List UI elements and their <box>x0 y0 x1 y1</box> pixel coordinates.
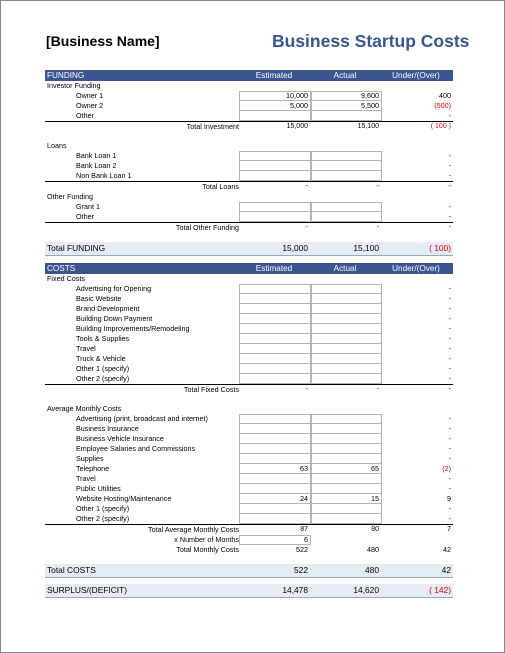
row-label: Owner 2 <box>76 101 104 110</box>
total-label: Total FUNDING <box>47 243 106 253</box>
actual-value: 480 <box>365 565 379 575</box>
estimated-value: 15,000 <box>286 123 308 130</box>
row-label: Advertising for Opening <box>76 284 152 293</box>
table-row <box>45 111 453 121</box>
table-row <box>45 504 453 514</box>
actual-cell[interactable] <box>311 151 382 161</box>
group-label: Loans <box>47 141 67 150</box>
subtotal-label: Total Other Funding <box>175 223 239 232</box>
estimated-cell[interactable] <box>239 171 311 181</box>
difference-value: - <box>448 444 451 453</box>
actual-cell[interactable] <box>311 364 382 374</box>
row-label: Bank Loan 2 <box>76 161 117 170</box>
table-row <box>45 344 453 354</box>
difference-value: - <box>448 314 451 323</box>
group-label-average-monthly-costs <box>45 404 453 414</box>
funding-section-title: FUNDING <box>47 71 85 80</box>
group-label: Other Funding <box>47 192 93 201</box>
actual-cell[interactable] <box>311 354 382 364</box>
table-row <box>45 484 453 494</box>
spacer <box>45 233 453 242</box>
estimated-value: 14,478 <box>282 585 308 595</box>
difference-value: 7 <box>447 526 451 533</box>
difference-value: - <box>448 504 451 513</box>
estimated-cell[interactable] <box>239 364 311 374</box>
estimated-cell[interactable] <box>239 324 311 334</box>
col-estimated-header: Estimated <box>255 264 293 273</box>
estimated-cell[interactable] <box>239 294 311 304</box>
row-label: Travel <box>76 474 96 483</box>
estimated-cell[interactable] <box>239 374 311 384</box>
table-row <box>45 434 453 444</box>
page-title: Business Startup Costs <box>272 31 470 51</box>
subtotal-label: Total Loans <box>202 182 239 191</box>
table-row <box>45 464 453 474</box>
months-label: x Number of Months <box>174 535 239 544</box>
actual-cell[interactable] <box>311 324 382 334</box>
row-label: Other <box>76 111 94 120</box>
subtotal-label: Total Fixed Costs <box>183 385 239 394</box>
row-label: Other 2 (specify) <box>76 514 130 523</box>
actual-cell[interactable] <box>311 514 382 524</box>
estimated-cell[interactable] <box>239 504 311 514</box>
table-row <box>45 514 453 524</box>
row-label: Building Improvements/Remodeling <box>76 324 190 333</box>
row-label: Tools & Supplies <box>76 334 130 343</box>
table-row <box>45 91 453 101</box>
monthly-costs-list <box>45 414 453 524</box>
table-row <box>45 101 453 111</box>
estimated-value: - <box>305 183 308 190</box>
row-label: Advertising (print, broadcast and internet) <box>76 414 208 423</box>
estimated-value: 63 <box>300 464 308 473</box>
difference-value: 9 <box>447 494 451 503</box>
estimated-value: 522 <box>294 565 308 575</box>
difference-value: - <box>448 161 451 170</box>
difference-value: ( 100) <box>429 243 451 253</box>
actual-value: - <box>376 183 379 190</box>
table-row <box>45 474 453 484</box>
difference-value: ( 142) <box>429 585 451 595</box>
estimated-cell[interactable] <box>239 344 311 354</box>
subtotal-label: Total Average Monthly Costs <box>148 525 239 534</box>
row-label: Building Down Payment <box>76 314 153 323</box>
estimated-value: 87 <box>300 526 308 533</box>
actual-value: 14,620 <box>353 585 379 595</box>
difference-value: - <box>448 514 451 523</box>
difference-value: - <box>448 364 451 373</box>
surplus-label: SURPLUS/(DEFICIT) <box>47 585 128 595</box>
estimated-cell[interactable] <box>239 334 311 344</box>
row-label: Other 1 (specify) <box>76 364 130 373</box>
subtotal-row <box>45 545 453 555</box>
difference-value: (2) <box>442 464 451 473</box>
estimated-cell[interactable] <box>239 151 311 161</box>
difference-value: - <box>448 414 451 423</box>
difference-value: - <box>448 202 451 211</box>
costs-section-title: COSTS <box>47 264 76 273</box>
difference-value: 42 <box>441 565 451 575</box>
actual-value: 9,600 <box>361 91 379 100</box>
estimated-value: 5,000 <box>290 101 308 110</box>
costs-section <box>45 263 453 598</box>
estimated-cell[interactable] <box>239 111 311 121</box>
actual-cell[interactable] <box>311 284 382 294</box>
estimated-cell[interactable] <box>239 354 311 364</box>
funding-header-row <box>45 70 453 81</box>
actual-cell[interactable] <box>311 504 382 514</box>
actual-value: 480 <box>367 545 379 554</box>
estimated-cell[interactable] <box>239 284 311 294</box>
table-row <box>45 304 453 314</box>
difference-value: - <box>448 354 451 363</box>
difference-value: (500) <box>434 101 451 110</box>
actual-value: 80 <box>371 526 379 533</box>
difference-value: - <box>448 386 451 393</box>
col-actual-header: Actual <box>333 264 357 273</box>
subtotal-row <box>45 384 453 395</box>
spacer <box>45 395 453 404</box>
actual-cell[interactable] <box>311 424 382 434</box>
actual-cell[interactable] <box>311 414 382 424</box>
difference-value: - <box>448 334 451 343</box>
actual-cell[interactable] <box>311 202 382 212</box>
col-estimated-header: Estimated <box>255 71 293 80</box>
table-row <box>45 284 453 294</box>
table-row <box>45 364 453 374</box>
table-row <box>45 202 453 212</box>
estimated-cell[interactable] <box>239 434 311 444</box>
difference-value: - <box>448 304 451 313</box>
actual-cell[interactable] <box>311 212 382 222</box>
actual-value: - <box>376 386 379 393</box>
difference-value: - <box>448 183 451 190</box>
difference-value: - <box>448 344 451 353</box>
number-of-months-row <box>45 535 453 545</box>
difference-value: - <box>448 454 451 463</box>
table-row <box>45 494 453 504</box>
row-label: Employee Salaries and Commissions <box>76 444 196 453</box>
table-row <box>45 444 453 454</box>
estimated-cell[interactable] <box>239 454 311 464</box>
row-label: Website Hosting/Maintenance <box>76 494 172 503</box>
actual-value: 5,500 <box>361 101 379 110</box>
subtotal-row <box>45 181 453 192</box>
group-label-loans <box>45 141 453 151</box>
row-label: Public Utilities <box>76 484 121 493</box>
estimated-value: - <box>305 224 308 231</box>
estimated-cell[interactable] <box>239 314 311 324</box>
fixed-costs-list <box>45 284 453 384</box>
actual-cell[interactable] <box>311 111 382 121</box>
subtotal-row <box>45 524 453 535</box>
actual-cell[interactable] <box>311 294 382 304</box>
actual-value: 65 <box>371 464 379 473</box>
difference-value: - <box>448 171 451 180</box>
estimated-cell[interactable] <box>239 414 311 424</box>
row-label: Other 1 (specify) <box>76 504 130 513</box>
difference-value: - <box>448 212 451 221</box>
table-row <box>45 324 453 334</box>
actual-cell[interactable] <box>311 344 382 354</box>
actual-cell[interactable] <box>311 304 382 314</box>
row-label: Non Bank Loan 1 <box>76 171 132 180</box>
table-row <box>45 161 453 171</box>
group-label-fixed-costs <box>45 274 453 284</box>
table-row <box>45 414 453 424</box>
group-label: Average Monthly Costs <box>47 404 122 413</box>
spacer <box>45 132 453 141</box>
difference-value: - <box>448 374 451 383</box>
difference-value: - <box>448 151 451 160</box>
actual-cell[interactable] <box>311 314 382 324</box>
subtotal-row <box>45 121 453 132</box>
estimated-cell[interactable] <box>239 474 311 484</box>
group-label-other-funding <box>45 192 453 202</box>
row-label: Travel <box>76 344 96 353</box>
actual-cell[interactable] <box>311 374 382 384</box>
actual-cell[interactable] <box>311 454 382 464</box>
actual-value: 15,100 <box>357 123 379 130</box>
funding-section <box>45 70 453 256</box>
subtotal-label: Total Monthly Costs <box>176 545 239 554</box>
table-row <box>45 171 453 181</box>
actual-value: 15,100 <box>353 243 379 253</box>
estimated-cell[interactable] <box>239 444 311 454</box>
difference-value: - <box>448 324 451 333</box>
row-label: Business Vehicle Insurance <box>76 434 164 443</box>
surplus-row <box>45 584 453 598</box>
estimated-cell[interactable] <box>239 484 311 494</box>
estimated-cell[interactable] <box>239 304 311 314</box>
actual-cell[interactable] <box>311 484 382 494</box>
table-row <box>45 294 453 304</box>
difference-value: - <box>448 474 451 483</box>
row-label: Grant 1 <box>76 202 100 211</box>
total-label: Total COSTS <box>47 565 96 575</box>
group-label: Fixed Costs <box>47 274 85 283</box>
actual-cell[interactable] <box>311 474 382 484</box>
table-row <box>45 314 453 324</box>
actual-cell[interactable] <box>311 161 382 171</box>
difference-value: - <box>448 224 451 231</box>
estimated-cell[interactable] <box>239 212 311 222</box>
estimated-value: 24 <box>300 494 308 503</box>
col-actual-header: Actual <box>333 71 357 80</box>
actual-cell[interactable] <box>311 334 382 344</box>
estimated-value: 15,000 <box>282 243 308 253</box>
actual-cell[interactable] <box>311 434 382 444</box>
difference-value: ( 100 ) <box>430 123 451 130</box>
row-label: Basic Website <box>76 294 122 303</box>
difference-value: - <box>448 434 451 443</box>
row-label: Supplies <box>76 454 104 463</box>
actual-cell[interactable] <box>311 171 382 181</box>
estimated-cell[interactable] <box>239 202 311 212</box>
total-funding-row <box>45 242 453 256</box>
actual-value: - <box>376 224 379 231</box>
difference-value: - <box>448 294 451 303</box>
table-row <box>45 334 453 344</box>
total-costs-row <box>45 564 453 578</box>
difference-value: - <box>448 111 451 120</box>
row-label: Other 2 (specify) <box>76 374 130 383</box>
estimated-cell[interactable] <box>239 161 311 171</box>
difference-value: 400 <box>439 91 451 100</box>
difference-value: - <box>448 424 451 433</box>
table-row <box>45 454 453 464</box>
col-under-over-header: Under/(Over) <box>392 71 440 80</box>
table-row <box>45 374 453 384</box>
group-label-investor-funding <box>45 81 453 91</box>
actual-value: 15 <box>371 494 379 503</box>
table-row <box>45 424 453 434</box>
estimated-value: - <box>305 386 308 393</box>
table-row <box>45 151 453 161</box>
difference-value: - <box>448 284 451 293</box>
spacer <box>45 555 453 564</box>
difference-value: 42 <box>443 545 451 554</box>
subtotal-row <box>45 222 453 233</box>
row-label: Business Insurance <box>76 424 139 433</box>
row-label: Truck & Vehicle <box>76 354 126 363</box>
row-label: Brand Development <box>76 304 140 313</box>
estimated-cell[interactable] <box>239 514 311 524</box>
table-row <box>45 212 453 222</box>
months-value: 6 <box>304 535 308 544</box>
col-under-over-header: Under/(Over) <box>392 264 440 273</box>
row-label: Bank Loan 1 <box>76 151 117 160</box>
costs-header-row <box>45 263 453 274</box>
row-label: Other <box>76 212 94 221</box>
estimated-value: 10,000 <box>286 91 308 100</box>
actual-cell[interactable] <box>311 444 382 454</box>
table-row <box>45 354 453 364</box>
business-name[interactable]: [Business Name] <box>46 33 160 49</box>
difference-value: - <box>448 484 451 493</box>
group-label: Investor Funding <box>47 81 101 90</box>
estimated-cell[interactable] <box>239 424 311 434</box>
row-label: Telephone <box>76 464 110 473</box>
subtotal-label: Total Investment <box>186 122 239 131</box>
estimated-value: 522 <box>296 545 308 554</box>
row-label: Owner 1 <box>76 91 104 100</box>
